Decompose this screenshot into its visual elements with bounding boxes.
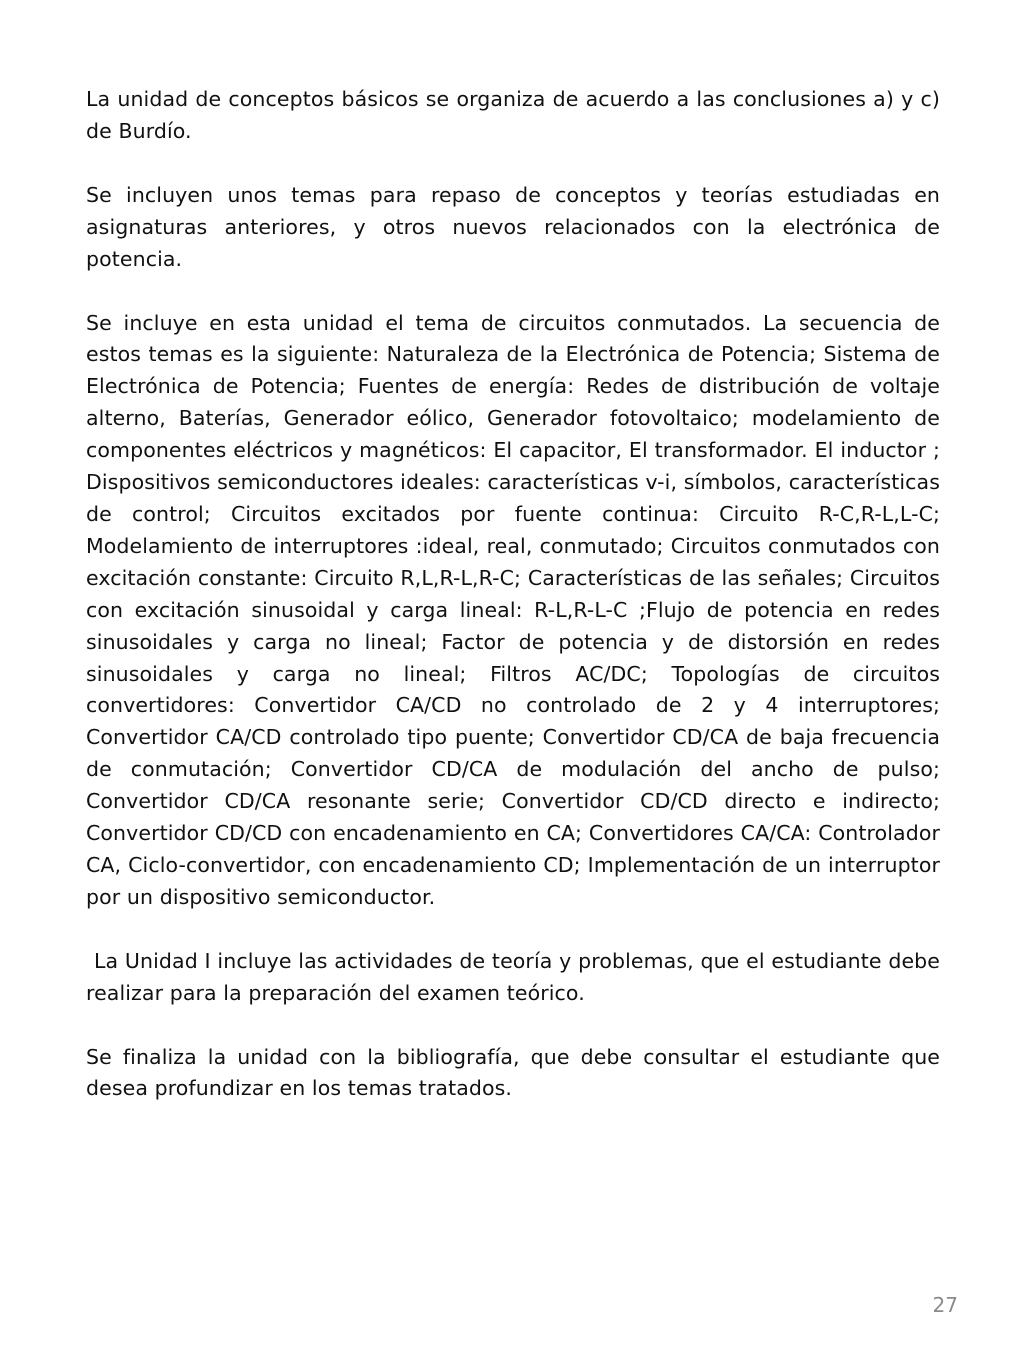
document-body — [86, 84, 940, 1137]
page-number: 27 — [932, 1293, 958, 1317]
paragraph-bibliography: Se finaliza la unidad con la bibliografía, que debe consultar el estudiante que desea profundizar en los temas tratados. — [86, 1044, 940, 1101]
paragraph-review-topics: Se incluyen unos temas para repaso de conceptos y teorías estudiadas en asignaturas anteriores, y otros nuevos relacionados con la electrónica de potencia. — [86, 182, 940, 271]
paragraph-unit-activities: La Unidad I incluye las actividades de teoría y problemas, que el estudiante debe realizar para la preparación del examen teórico. — [86, 948, 940, 1005]
paragraph-intro: La unidad de conceptos básicos se organiza de acuerdo a las conclusiones a) y c) de Burdío. — [86, 87, 940, 143]
paragraph-topic-sequence: Se incluye en esta unidad el tema de circuitos conmutados. La secuencia de estos temas es la siguiente: Naturaleza de la Electrónica de Potencia; Sistema de Electrónica de Potencia; Fuentes de energía: Redes de distribución de voltaje alterno, Baterías, Generador eólico, Generador fotovoltaico; modelamiento de componentes eléctricos y magnéticos: El capacitor, El transformador. El inductor ; Dispositivos semiconductores ideales: características v-i, símbolos, características de control; Circuitos excitados por fuente continua: Circuito R-C,R-L,L-C; Modelamiento de interruptores :ideal, real, conmutado; Circuitos conmutados con excitación constante: Circuito R,L,R-L,R-C; Características de las señales; Circuitos con excitación sinusoidal y carga lineal: R-L,R-L-C ;Flujo de potencia en redes sinusoidales y carga no lineal; Factor de potencia y de distorsión en redes sinusoidales y carga no lineal; Filtros AC/DC; Topologías de circuitos convertidores: Convertidor CA/CD no controlado de 2 y 4 interruptores; Convertidor CA/CD controlado tipo puente; Convertidor CD/CA de baja frecuencia de conmutación; Convertidor CD/CA de modulación del ancho de pulso; Convertidor CD/CA resonante serie; Convertidor CD/CD directo e indirecto; Convertidor CD/CD con encadenamiento en CA; Convertidores CA/CA: Controlador CA, Ciclo-convertidor, con encadenamiento CD; Implementación de un interruptor por un dispositivo semiconductor. — [86, 310, 940, 909]
